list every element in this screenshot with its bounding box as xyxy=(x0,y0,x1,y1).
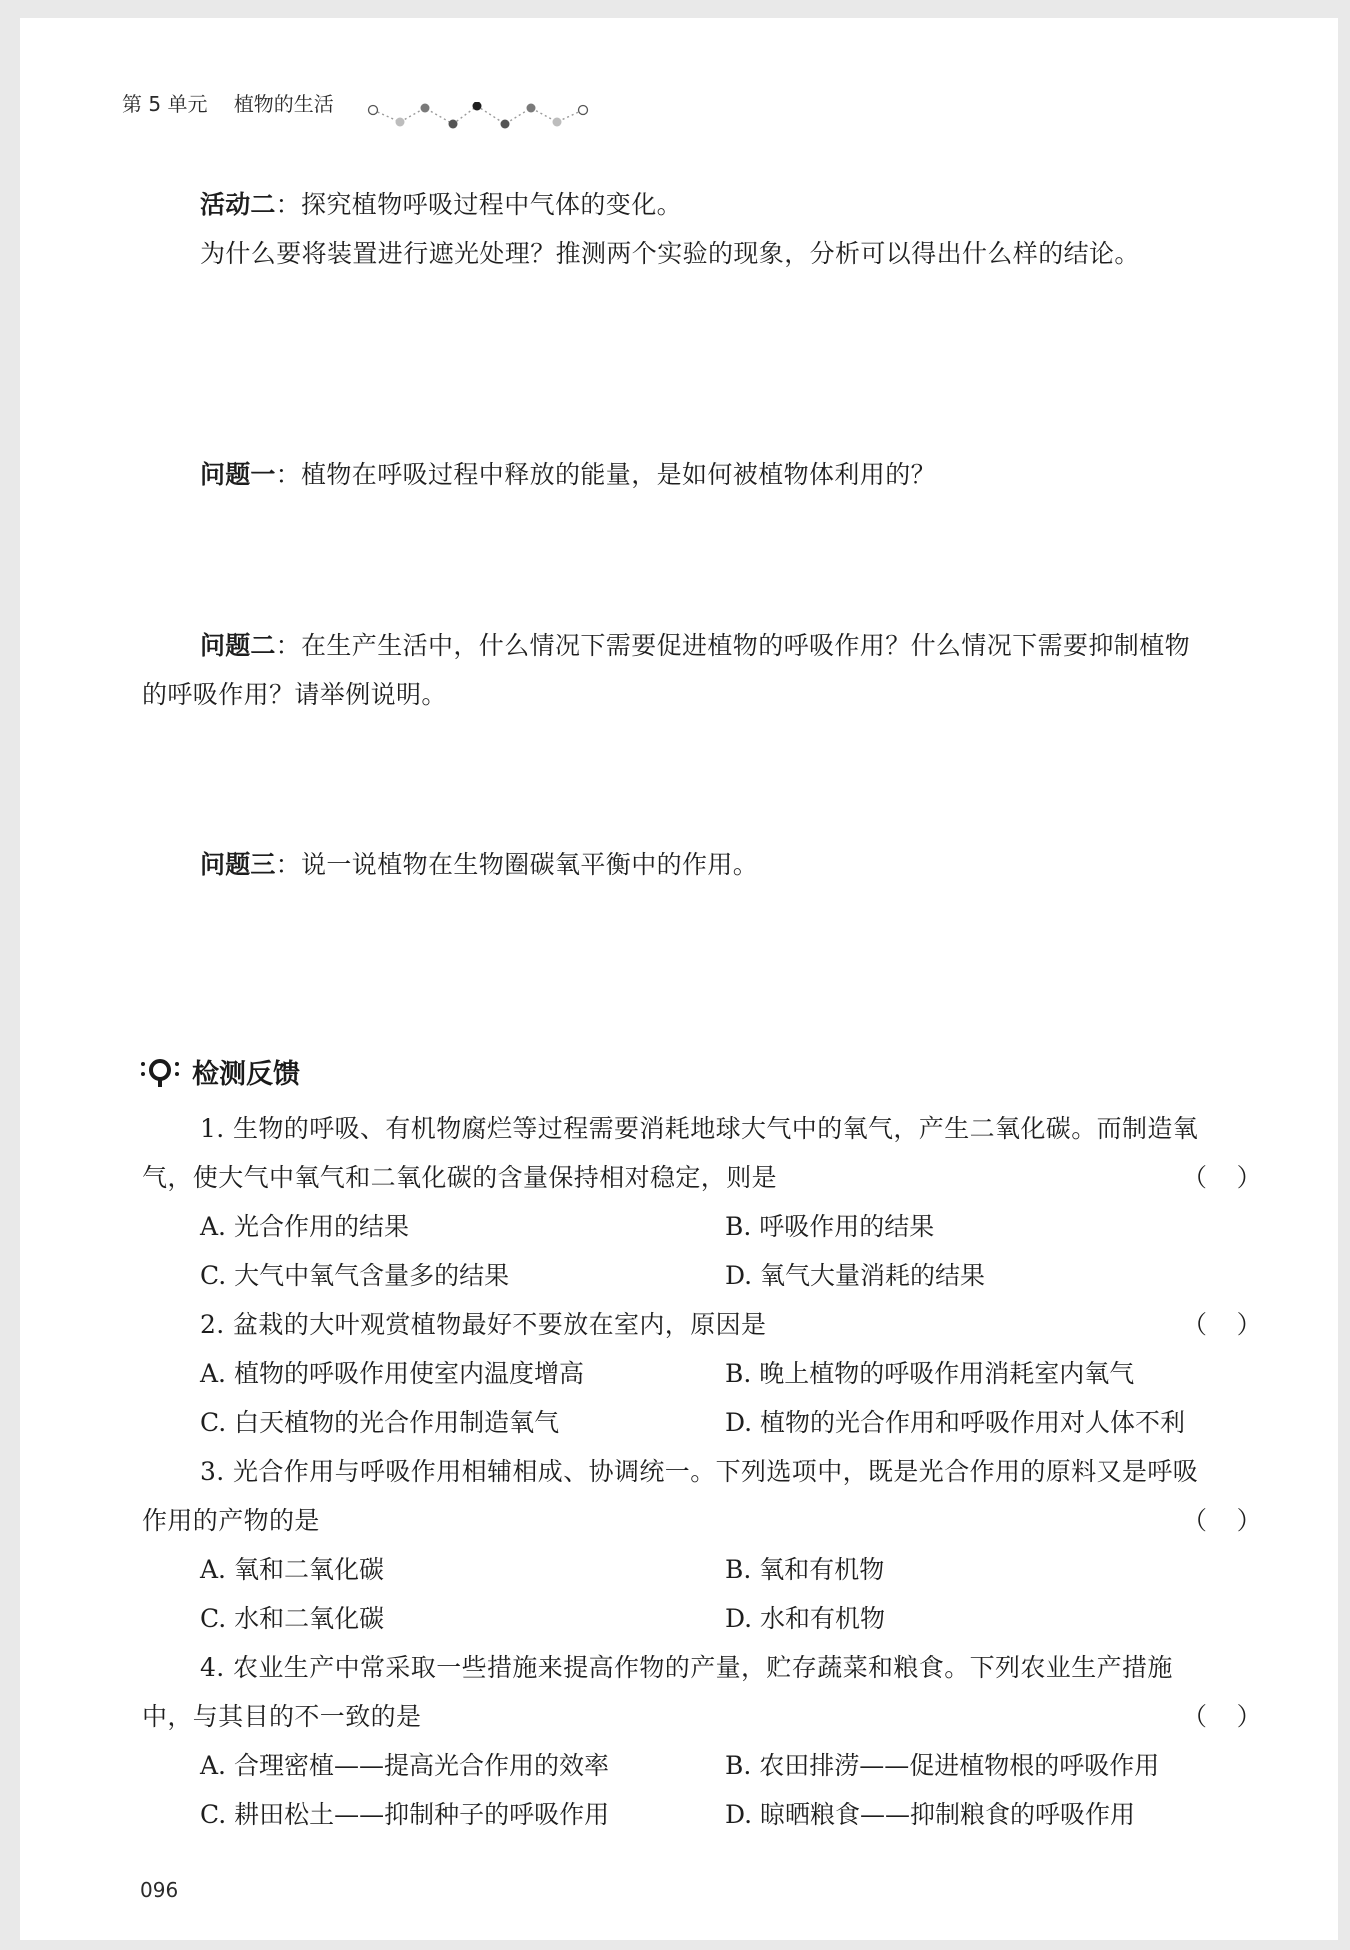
mcq-2-stem: 2. 盆栽的大叶观赏植物最好不要放在室内，原因是 xyxy=(200,1310,767,1339)
option-b[interactable]: B. 氧和有机物 xyxy=(725,1555,885,1584)
section-title: 检测反馈 xyxy=(192,1059,300,1090)
option-a[interactable]: A. 光合作用的结果 xyxy=(200,1212,409,1241)
mcq-2-options xyxy=(200,1349,1260,1447)
activity-2-label: 活动二 xyxy=(200,190,276,219)
mcq-1-stem-continued: 气，使大气中氧气和二氧化碳的含量保持相对稳定，则是 xyxy=(142,1163,778,1192)
question-3-label: 问题三 xyxy=(200,850,276,879)
option-a[interactable]: A. 合理密植——提高光合作用的效率 xyxy=(200,1751,609,1780)
option-c[interactable]: C. 白天植物的光合作用制造氧气 xyxy=(200,1408,560,1437)
question-1 xyxy=(142,450,1262,499)
mcq-3-stem: 3. 光合作用与呼吸作用相辅相成、协调统一。下列选项中，既是光合作用的原料又是呼吸 xyxy=(200,1457,1199,1486)
unit-label: 第 5 单元 xyxy=(122,92,208,116)
answer-blank[interactable]: （ ） xyxy=(1182,1506,1262,1535)
question-3-text: ：说一说植物在生物圈碳氧平衡中的作用。 xyxy=(275,850,759,879)
option-d[interactable]: D. 水和有机物 xyxy=(725,1604,886,1633)
option-b[interactable]: B. 呼吸作用的结果 xyxy=(725,1212,935,1241)
question-2-text-continued: 的呼吸作用？请举例说明。 xyxy=(142,680,447,709)
mcq-4 xyxy=(142,1643,1262,1741)
section-heading xyxy=(138,1052,300,1091)
workbook-page xyxy=(20,18,1338,1940)
mcq-1-options xyxy=(200,1202,1260,1300)
mcq-2 xyxy=(142,1300,1262,1349)
mcq-1 xyxy=(142,1104,1262,1202)
mcq-3 xyxy=(142,1447,1262,1545)
answer-blank[interactable]: （ ） xyxy=(1182,1163,1262,1192)
option-c[interactable]: C. 大气中氧气含量多的结果 xyxy=(200,1261,510,1290)
running-header xyxy=(122,88,334,117)
option-d[interactable]: D. 氧气大量消耗的结果 xyxy=(725,1261,986,1290)
mcq-4-stem-continued: 中，与其目的不一致的是 xyxy=(142,1702,422,1731)
mcq-4-stem: 4. 农业生产中常采取一些措施来提高作物的产量，贮存蔬菜和粮食。下列农业生产措施 xyxy=(200,1653,1173,1682)
magnifier-icon xyxy=(138,1055,182,1089)
option-c[interactable]: C. 水和二氧化碳 xyxy=(200,1604,385,1633)
answer-blank[interactable]: （ ） xyxy=(1182,1702,1262,1731)
page-number: 096 xyxy=(140,1878,179,1902)
unit-title: 植物的生活 xyxy=(233,92,334,116)
question-1-label: 问题一 xyxy=(200,460,276,489)
mcq-3-stem-continued: 作用的产物的是 xyxy=(142,1506,320,1535)
mcq-3-options xyxy=(200,1545,1260,1643)
question-2-label: 问题二 xyxy=(200,631,276,660)
question-1-text: ：植物在呼吸过程中释放的能量，是如何被植物体利用的？ xyxy=(275,460,937,489)
option-a[interactable]: A. 植物的呼吸作用使室内温度增高 xyxy=(200,1359,584,1388)
header-dot-chain xyxy=(365,102,655,142)
option-a[interactable]: A. 氧和二氧化碳 xyxy=(200,1555,384,1584)
activity-2-prompt: 为什么要将装置进行遮光处理？推测两个实验的现象，分析可以得出什么样的结论。 xyxy=(200,239,1140,268)
question-3 xyxy=(142,840,1262,889)
mcq-1-stem: 1. 生物的呼吸、有机物腐烂等过程需要消耗地球大气中的氧气，产生二氧化碳。而制造氧 xyxy=(200,1114,1199,1143)
question-2 xyxy=(142,621,1262,719)
mcq-4-options xyxy=(200,1741,1260,1839)
activity-2 xyxy=(142,180,1262,278)
answer-blank[interactable]: （ ） xyxy=(1182,1310,1262,1339)
option-b[interactable]: B. 农田排涝——促进植物根的呼吸作用 xyxy=(725,1751,1160,1780)
option-d[interactable]: D. 植物的光合作用和呼吸作用对人体不利 xyxy=(725,1408,1186,1437)
option-d[interactable]: D. 晾晒粮食——抑制粮食的呼吸作用 xyxy=(725,1800,1136,1829)
option-c[interactable]: C. 耕田松土——抑制种子的呼吸作用 xyxy=(200,1800,610,1829)
activity-2-text: ：探究植物呼吸过程中气体的变化。 xyxy=(275,190,683,219)
option-b[interactable]: B. 晚上植物的呼吸作用消耗室内氧气 xyxy=(725,1359,1135,1388)
question-2-text: ：在生产生活中，什么情况下需要促进植物的呼吸作用？什么情况下需要抑制植物 xyxy=(275,631,1191,660)
